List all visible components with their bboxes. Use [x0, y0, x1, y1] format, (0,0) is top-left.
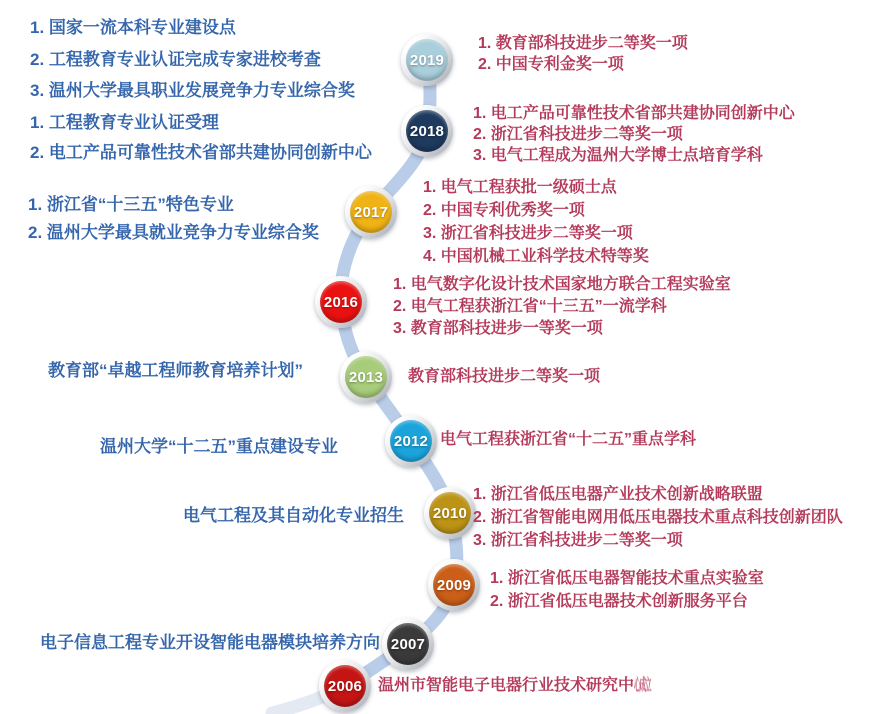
- text-line: 2. 电工产品可靠性技术省部共建协同创新中心: [30, 143, 372, 162]
- milestone-2013-left-text: [48, 361, 303, 381]
- timeline-node-2009: [428, 559, 480, 611]
- text-line: 2. 浙江省科技进步二等奖一项: [473, 126, 683, 143]
- text-line: 2. 温州大学最具就业竞争力专业综合奖: [28, 223, 319, 242]
- text-line: 2. 中国专利优秀奖一项: [423, 202, 585, 219]
- milestone-2006-right-text-artifact: 心成立: [634, 677, 651, 694]
- milestone-2006-right-text: [378, 676, 673, 696]
- text-line: 1. 电工产品可靠性技术省部共建协同创新中心: [473, 105, 795, 122]
- text-line: 1. 浙江省低压电器智能技术重点实验室: [490, 570, 764, 587]
- text-line: 1. 浙江省低压电器产业技术创新战略联盟: [473, 486, 763, 503]
- milestone-2018-left-text: [30, 108, 372, 168]
- text-line: 1. 工程教育专业认证受理: [30, 113, 219, 132]
- year-label-2009: 2009: [436, 576, 472, 594]
- milestone-2012-right-text: [440, 430, 696, 450]
- milestone-2019-left-text: [30, 12, 355, 107]
- text-line: 2. 电气工程获浙江省“十三五”一流学科: [393, 298, 667, 315]
- text-line: 1. 国家一流本科专业建设点: [30, 18, 236, 37]
- milestone-2016-right-text: [393, 274, 731, 340]
- milestone-2019-right-text: [478, 33, 688, 75]
- milestone-2018-right-text: [473, 103, 795, 166]
- text-line: 1. 浙江省“十三五”特色专业: [28, 195, 234, 214]
- text-line: 电气工程获浙江省“十二五”重点学科: [440, 431, 697, 448]
- timeline-node-2017: [345, 186, 397, 238]
- timeline-node-2006: [319, 660, 371, 712]
- year-label-2010: 2010: [432, 504, 468, 522]
- text-line: 教育部“卓越工程师教育培养计划”: [48, 361, 303, 380]
- timeline-node-2013: [340, 351, 392, 403]
- year-label-2006: 2006: [327, 677, 363, 695]
- year-label-2018: 2018: [409, 122, 445, 140]
- text-line: 2. 工程教育专业认证完成专家进校考查: [30, 49, 321, 69]
- text-line: 教育部科技进步二等奖一项: [408, 368, 601, 385]
- milestone-2010-left-text: [183, 506, 404, 526]
- year-label-2019: 2019: [409, 51, 445, 69]
- text-line: 2. 浙江省低压电器技术创新服务平台: [490, 593, 748, 610]
- text-line: 3. 电气工程成为温州大学博士点培育学科: [473, 147, 763, 164]
- text-line: 1. 电气工程获批一级硕士点: [423, 179, 617, 196]
- text-line: 4. 中国机械工业科学技术特等奖: [423, 248, 649, 265]
- milestone-2009-right-text: [490, 567, 764, 613]
- timeline-node-2007: [382, 618, 434, 670]
- timeline-node-2016: [315, 276, 367, 328]
- year-label-2013: 2013: [348, 368, 384, 386]
- text-line: 3. 教育部科技进步一等奖一项: [393, 320, 603, 337]
- timeline-node-2018: [401, 105, 453, 157]
- milestone-2017-right-text: [423, 176, 649, 268]
- text-line: 温州大学“十二五”重点建设专业: [100, 437, 338, 456]
- text-line: 电子信息工程专业开设智能电器模块培养方向: [40, 633, 380, 652]
- milestone-2012-left-text: [100, 437, 338, 457]
- text-line: 3. 温州大学最具职业发展竞争力专业综合奖: [30, 81, 355, 100]
- text-line: 3. 浙江省科技进步二等奖一项: [473, 532, 683, 549]
- milestone-2017-left-text: [28, 191, 319, 247]
- year-label-2016: 2016: [323, 293, 359, 311]
- year-label-2007: 2007: [390, 635, 426, 653]
- milestone-2013-right-text: [408, 367, 600, 387]
- year-label-2017: 2017: [353, 203, 389, 221]
- text-line: 电气工程及其自动化专业招生: [183, 506, 404, 525]
- text-line: 3. 浙江省科技进步二等奖一项: [423, 225, 633, 242]
- milestone-2006-right-text-main: 温州市智能电子电器行业技术研究中: [378, 677, 635, 694]
- timeline-node-2010: [424, 487, 476, 539]
- year-label-2012: 2012: [393, 432, 429, 450]
- milestone-2007-left-text: [40, 633, 380, 653]
- text-line: 2. 浙江省智能电网用低压电器技术重点科技创新团队: [473, 509, 843, 526]
- text-line: 1. 教育部科技进步二等奖一项: [478, 35, 688, 52]
- milestone-2010-right-text: [473, 483, 843, 552]
- text-line: 2. 中国专利金奖一项: [478, 56, 624, 73]
- text-line: 1. 电气数字化设计技术国家地方联合工程实验室: [393, 276, 731, 293]
- timeline-node-2019: [401, 34, 453, 86]
- timeline-node-2012: [385, 415, 437, 467]
